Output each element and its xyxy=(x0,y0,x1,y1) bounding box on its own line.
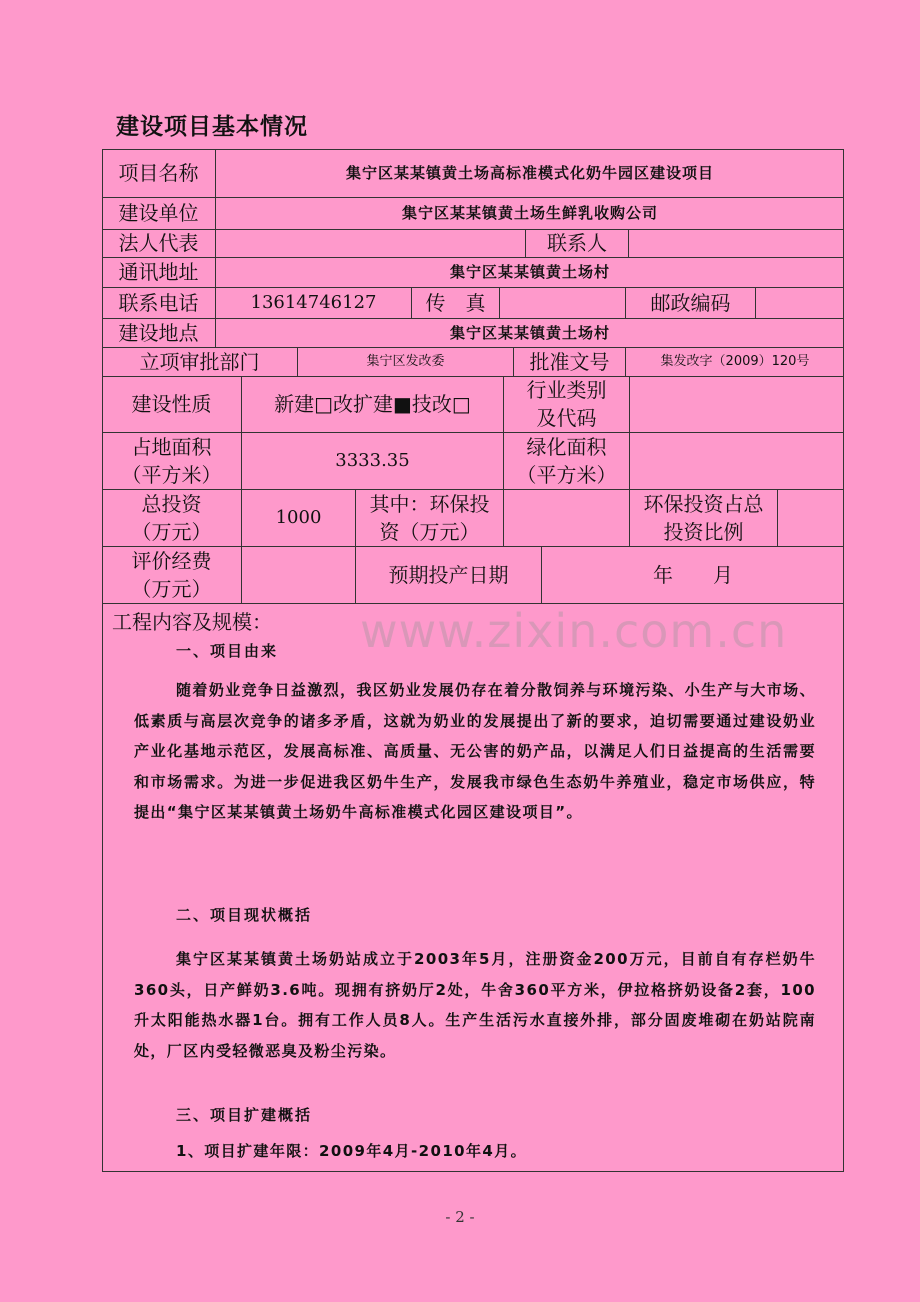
content-label: 工程内容及规模： xyxy=(112,610,272,634)
address-value: 集宁区某某镇黄土场村 xyxy=(449,263,610,281)
area-value: 3333.35 xyxy=(242,432,504,489)
row-phone xyxy=(102,287,844,318)
env-investment-label: 其中：环保投资（万元） xyxy=(356,489,504,546)
row-site xyxy=(102,318,844,347)
row-fee xyxy=(102,546,844,603)
industry-label: 行业类别及代码 xyxy=(504,376,630,432)
builder-value: 集宁区某某镇黄土场生鲜乳收购公司 xyxy=(401,204,658,222)
section-2-title: 二、项目现状概括 xyxy=(176,906,313,924)
row-area xyxy=(102,432,844,489)
contact-label: 联系人 xyxy=(526,229,629,257)
fax-label: 传 真 xyxy=(412,287,500,318)
row-builder xyxy=(102,197,844,229)
contact-value xyxy=(629,229,844,257)
nature-label: 建设性质 xyxy=(102,376,242,432)
approval-doc-label: 批准文号 xyxy=(514,347,626,376)
section-3-title: 三、项目扩建概括 xyxy=(176,1106,313,1124)
fax-value xyxy=(500,287,626,318)
project-name-value: 集宁区某某镇黄土场高标准模式化奶牛园区建设项目 xyxy=(345,164,714,182)
env-investment-value xyxy=(504,489,630,546)
postcode-value xyxy=(756,287,844,318)
fee-label: 评价经费（万元） xyxy=(102,546,242,603)
approval-doc-value: 集发改字（2009）120号 xyxy=(660,353,810,369)
page-title: 建设项目基本情况 xyxy=(116,114,308,140)
approval-dept-label: 立项审批部门 xyxy=(102,347,298,376)
nature-value: 新建□改扩建■技改□ xyxy=(242,376,504,432)
row-approval xyxy=(102,347,844,376)
green-area-label: 绿化面积（平方米） xyxy=(504,432,630,489)
production-date-label: 预期投产日期 xyxy=(356,546,542,603)
site-value: 集宁区某某镇黄土场村 xyxy=(449,323,610,342)
section-1-title: 一、项目由来 xyxy=(176,642,279,660)
postcode-label: 邮政编码 xyxy=(626,287,756,318)
production-date-value: 年 月 xyxy=(653,562,733,587)
address-label: 通讯地址 xyxy=(102,257,216,287)
project-name-label: 项目名称 xyxy=(102,149,216,197)
green-area-value xyxy=(630,432,844,489)
section-3-item-1: 1、项目扩建年限：2009年4月-2010年4月。 xyxy=(176,1142,528,1160)
approval-dept-value: 集宁区发改委 xyxy=(298,347,514,376)
section-1-text: 随着奶业竞争日益激烈，我区奶业发展仍存在着分散饲养与环境污染、小生产与大市场、低素质与高层次竞争的诸多矛盾，这就为奶业的发展提出了新的要求，迫切需要通过建设奶业产业化基地示范区，发展高标准、高质量、无公害的奶产品，以满足人们日益提高的生活需要和市场需求。为进一步促进我区奶牛生产，发展我市绿色生态奶牛养殖业，稳定市场供应，特提出“集宁区某某镇黄土场奶牛高标准模式化园区建设项目”。 xyxy=(134,681,816,821)
legal-label: 法人代表 xyxy=(102,229,216,257)
phone-label: 联系电话 xyxy=(102,287,216,318)
env-ratio-value xyxy=(778,489,844,546)
area-label: 占地面积（平方米） xyxy=(102,432,242,489)
phone-value: 13614746127 xyxy=(216,287,412,318)
row-address xyxy=(102,257,844,287)
fee-value xyxy=(242,546,356,603)
investment-label: 总投资（万元） xyxy=(102,489,242,546)
page-number: - 2 - xyxy=(445,1208,475,1226)
row-investment xyxy=(102,489,844,546)
legal-value xyxy=(216,229,526,257)
watermark: www.zixin.com.cn xyxy=(360,604,788,658)
builder-label: 建设单位 xyxy=(102,197,216,229)
row-project-name xyxy=(102,149,844,197)
investment-value: 1000 xyxy=(242,489,356,546)
section-2-text: 集宁区某某镇黄土场奶站成立于2003年5月，注册资金200万元，目前自有存栏奶牛360头，日产鲜奶3.6吨。现拥有挤奶厅2处，牛舍360平方米，伊拉格挤奶设备2套，100升太阳能热水器1台。拥有工作人员8人。生产生活污水直接外排，部分固废堆砌在奶站院南处，厂区内受轻微恶臭及粉尘污染。 xyxy=(134,950,816,1060)
env-ratio-label: 环保投资占总投资比例 xyxy=(630,489,778,546)
row-legal xyxy=(102,229,844,257)
site-label: 建设地点 xyxy=(102,318,216,347)
row-nature xyxy=(102,376,844,432)
industry-value xyxy=(630,376,844,432)
